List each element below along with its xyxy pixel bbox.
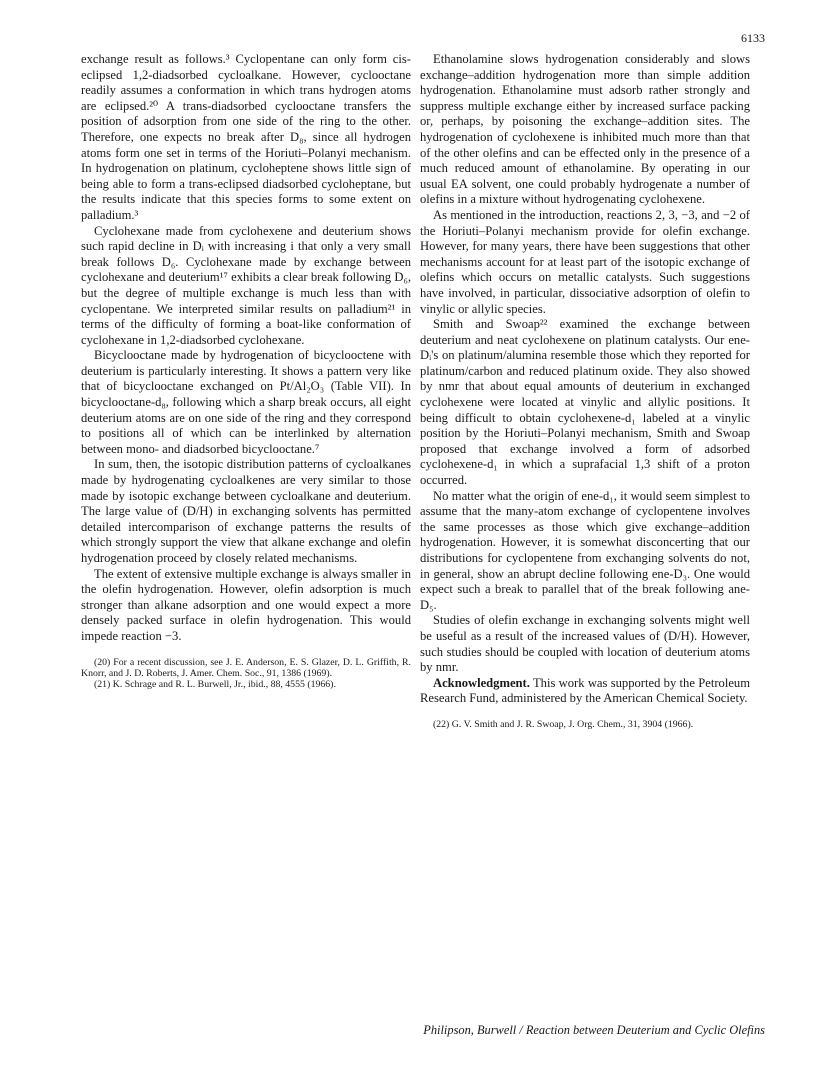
page-number: 6133 bbox=[741, 31, 765, 45]
right-paragraph-3: Smith and Swoap²² examined the exchange between deuterium and neat cyclohexene on platinum catalysts. Our ene-Dᵢ's on platinum/alumina resemble those which they reported for platinum/carbon and reduced platinum oxide. They also showed by nmr that about equal amounts of deuterium in exchanged cyclohexene were located at vinylic and allylic positions. It being difficult to obtain cyclohexene-d₁ labeled at a vinylic position by the Horiuti–Polanyi mechanism, Smith and Swoap proposed that exchange involved a form of adsorbed cyclohexene-d₁ in which a suprafacial 1,3 shift of a proton occurred. bbox=[420, 317, 750, 488]
right-footnotes bbox=[420, 719, 750, 730]
left-footnotes bbox=[81, 657, 411, 691]
right-paragraph-4: No matter what the origin of ene-d₁, it would seem simplest to assume that the many-atom exchange of cyclopentene involves the same processes as those which give exchange–addition hydrogenation. However, it is somewhat disconcerting that our distributions for cyclopentene from exchanging solvents do not, in general, show an abrupt decline following ene-D₃. One would expect such a break to parallel that of the break following ane-D₅. bbox=[420, 488, 750, 612]
right-column bbox=[420, 52, 750, 730]
acknowledgment bbox=[420, 676, 750, 707]
left-paragraph-4: In sum, then, the isotopic distribution patterns of cycloalkanes made by hydrogenating cycloalkenes are very similar to those made by isotopic exchange between cycloalkane and deuterium. The large value of (D/H) in exchanging solvents has permitted detailed intercomparison of exchange patterns the results of which strongly support the view that alkane exchange and olefin hydrogenation proceed by closely related mechanisms. bbox=[81, 457, 411, 565]
left-paragraph-1: exchange result as follows.³ Cyclopentane can only form cis-eclipsed 1,2-diadsorbed cycloalkane. However, cyclooctane readily assumes a conformation in which trans hydrogen atoms are eclipsed.²⁰ A trans-diadsorbed cyclooctane transfers the position of adsorption from one side of the ring to the other. Therefore, one expects no break after D₈, since all hydrogen atoms form one set in terms of the Horiuti–Polanyi mechanism. In hydrogenation on platinum, cycloheptene shows little sign of being able to form a trans-eclipsed diadsorbed cycloheptane, but the results indicate that this species forms to some extent on palladium.³ bbox=[81, 52, 411, 222]
footnote-20: (20) For a recent discussion, see J. E. Anderson, E. S. Glazer, D. L. Griffith, R. Knorr, and J. D. Roberts, J. Amer. Chem. Soc., 91, 1386 (1969). bbox=[81, 656, 411, 679]
left-paragraph-2: Cyclohexane made from cyclohexene and deuterium shows such rapid decline in Dᵢ with increasing i that only a very small break follows D₆. Cyclohexane made by exchange between cyclohexane and deuterium¹⁷ exhibits a clear break following D₆, but the degree of multiple exchange is much less than with cyclopentane. We interpreted similar results on palladium²¹ in terms of the difficulty of forming a boat-like conformation of cyclohexane in 1,2-diadsorbed cyclohexane. bbox=[81, 223, 411, 347]
right-paragraph-1: Ethanolamine slows hydrogenation considerably and slows exchange–addition hydrogenation more than simple addition hydrogenation. Ethanolamine must adsorb rather strongly and suppress multiple exchange either by increased surface packing or, perhaps, by poisoning the exchange–addition sites. The hydrogenation of cyclohexene is inhibited much more than that of the other olefins and can be effected only in the presence of a much reduced amount of ethanolamine. By operating in our usual EA solvent, one could probably hydrogenate a number of olefins in a mixture without hydrogenating cyclohexene. bbox=[420, 52, 750, 207]
left-paragraph-3: Bicyclooctane made by hydrogenation of bicyclooctene with deuterium is particularly interesting. It shows a pattern very like that of bicyclooctane exchanged on Pt/Al₂O₃ (Table VII). In bicyclooctane-d₈, following which a sharp break occurs, all eight deuterium atoms are on one side of the ring and they correspond to positions all of which can be interlinked by alternation between mono- and diadsorbed bicyclooctane.⁷ bbox=[81, 348, 411, 456]
left-column bbox=[81, 52, 411, 690]
footnote-22: (22) G. V. Smith and J. R. Swoap, J. Org. Chem., 31, 3904 (1966). bbox=[433, 718, 694, 730]
running-footer: Philipson, Burwell / Reaction between Deuterium and Cyclic Olefins bbox=[423, 1023, 765, 1037]
footnote-21: (21) K. Schrage and R. L. Burwell, Jr., ibid., 88, 4555 (1966). bbox=[94, 679, 336, 691]
acknowledgment-text: This work was supported by the Petroleum Research Fund, administered by the American Chemical Society. bbox=[420, 675, 751, 706]
right-paragraph-5: Studies of olefin exchange in exchanging solvents might well be useful as a result of the increased values of (D/H). However, such studies should be coupled with location of deuterium atoms by nmr. bbox=[420, 613, 750, 675]
left-paragraph-5: The extent of extensive multiple exchange is always smaller in the olefin hydrogenation. However, olefin adsorption is much stronger than alkane adsorption and one would expect a more densely packed surface in olefin hydrogenation. This would impede reaction −3. bbox=[81, 566, 411, 643]
acknowledgment-heading: Acknowledgment. bbox=[433, 675, 530, 690]
right-paragraph-2: As mentioned in the introduction, reactions 2, 3, −3, and −2 of the Horiuti–Polanyi mechanism provide for olefin exchange. However, for many years, there have been suggestions that other mechanisms account for at least part of the isotopic exchange of olefins which occurs on metallic catalysts. Such suggestions have involved, in particular, dissociative adsorption of olefin to vinylic or allylic species. bbox=[420, 207, 750, 316]
